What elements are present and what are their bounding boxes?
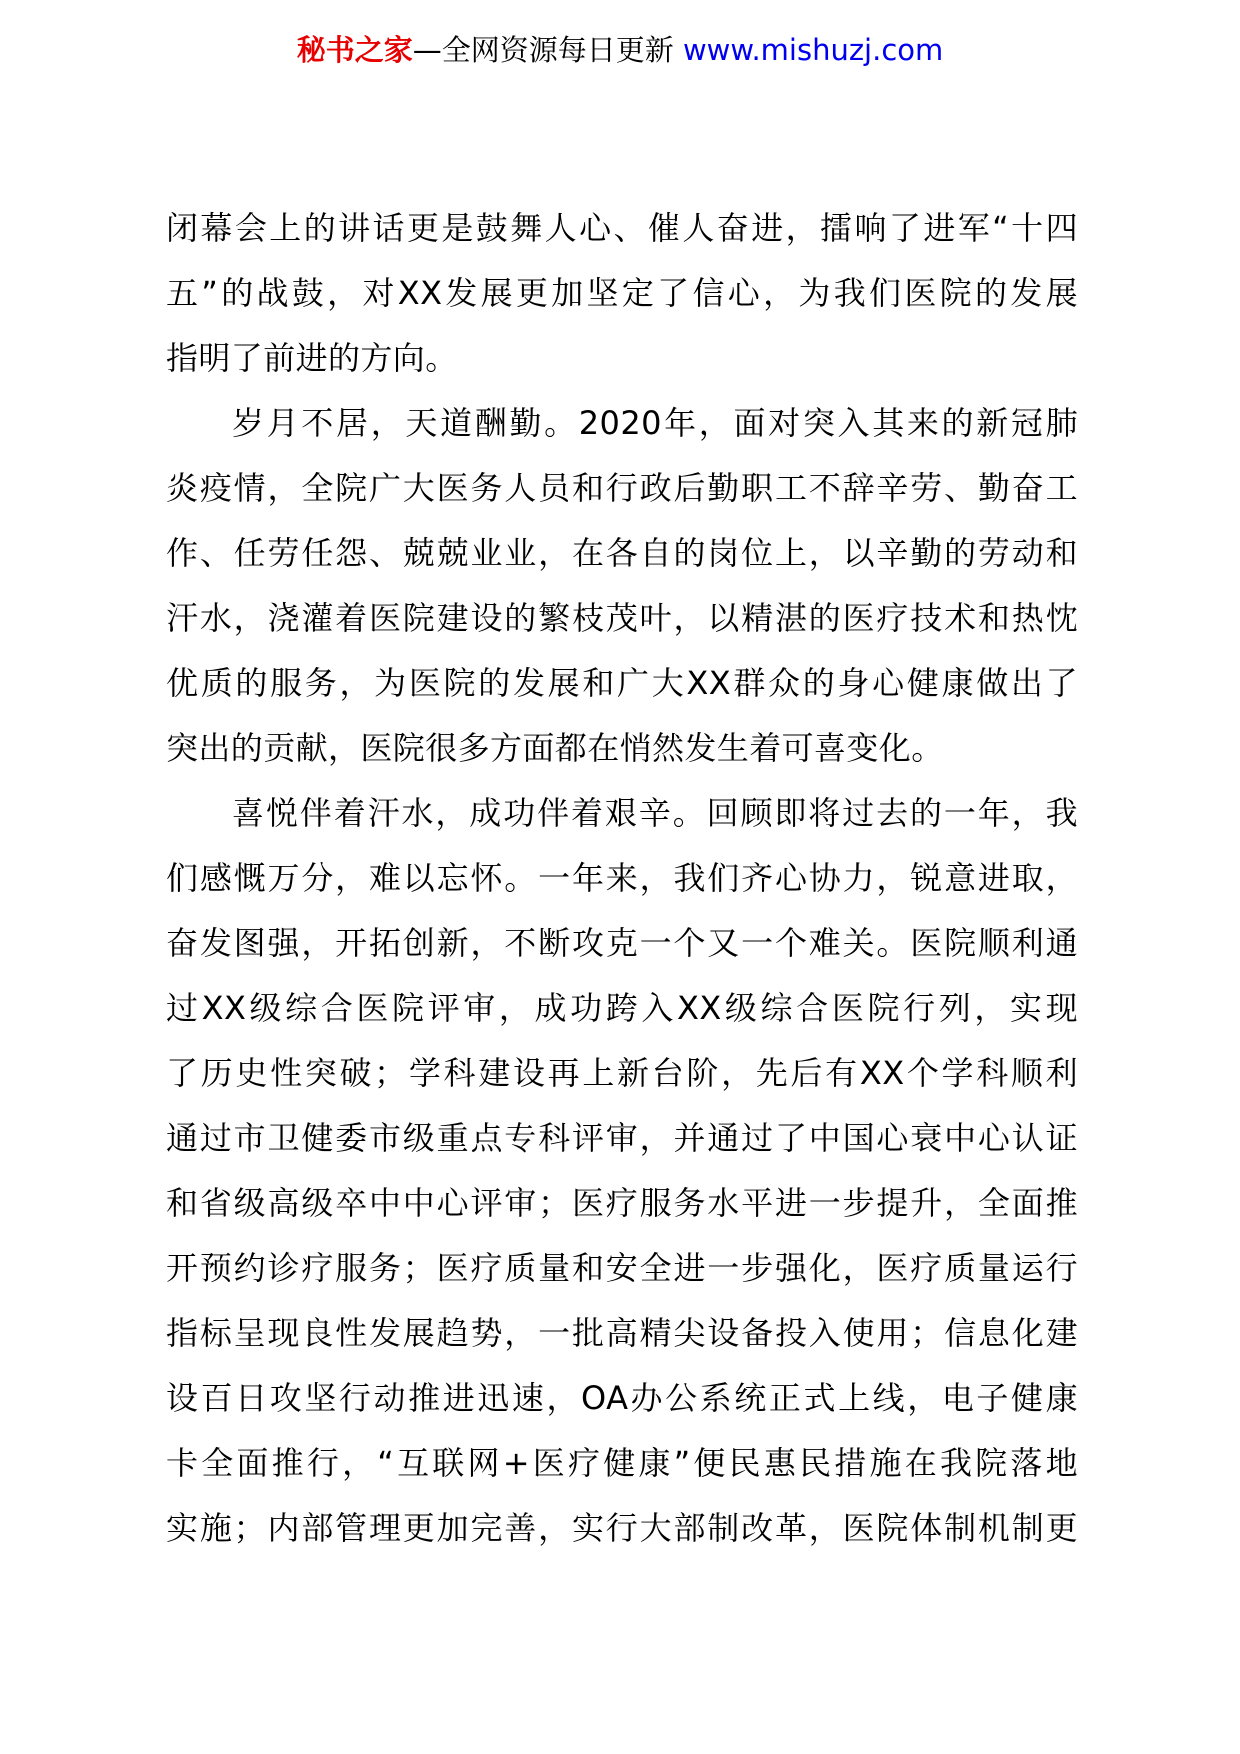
text-line: 岁月不居，天道酬勤。2020年，面对突入其来的新冠肺: [232, 404, 1078, 442]
text-line: 通过市卫健委市级重点专科评审，并通过了中国心衰中心认证: [166, 1119, 1078, 1157]
header-tagline: —全网资源每日更新: [412, 33, 674, 67]
text-line: 们感慨万分，难以忘怀。一年来，我们齐心协力，锐意进取，: [166, 859, 1078, 897]
text-line: 闭幕会上的讲话更是鼓舞人心、催人奋进，擂响了进军“十四: [166, 209, 1078, 247]
text-line: 开预约诊疗服务；医疗质量和安全进一步强化，医疗质量运行: [166, 1249, 1078, 1287]
text-line: 指明了前进的方向。: [166, 339, 458, 377]
text-line: 炎疫情，全院广大医务人员和行政后勤职工不辞辛劳、勤奋工: [166, 469, 1078, 507]
text-line: 了历史性突破；学科建设再上新台阶，先后有XX个学科顺利: [166, 1054, 1078, 1092]
text-line: 实施；内部管理更加完善，实行大部制改革，医院体制机制更: [166, 1509, 1078, 1547]
text-line: 汗水，浇灌着医院建设的繁枝茂叶，以精湛的医疗技术和热忱: [166, 599, 1078, 637]
page-header: [0, 30, 1240, 70]
text-line: 优质的服务，为医院的发展和广大XX群众的身心健康做出了: [166, 664, 1078, 702]
document-body: [166, 196, 1078, 1561]
text-line: 奋发图强，开拓创新，不断攻克一个又一个难关。医院顺利通: [166, 924, 1078, 962]
text-line: 和省级高级卒中中心评审；医疗服务水平进一步提升，全面推: [166, 1184, 1078, 1222]
text-line: 卡全面推行，“互联网+医疗健康”便民惠民措施在我院落地: [166, 1444, 1078, 1482]
text-line: 设百日攻坚行动推进迅速，OA办公系统正式上线，电子健康: [166, 1379, 1078, 1417]
text-line: 过XX级综合医院评审，成功跨入XX级综合医院行列，实现: [166, 989, 1078, 1027]
text-line: 突出的贡献，医院很多方面都在悄然发生着可喜变化。: [166, 729, 944, 767]
text-line: 喜悦伴着汗水，成功伴着艰辛。回顾即将过去的一年，我: [232, 794, 1078, 832]
text-line: 五”的战鼓，对XX发展更加坚定了信心，为我们医院的发展: [166, 274, 1078, 312]
site-url-link[interactable]: www.mishuzj.com: [682, 33, 944, 67]
brand-name: 秘书之家: [296, 33, 413, 67]
text-line: 作、任劳任怨、兢兢业业，在各自的岗位上，以辛勤的劳动和: [166, 534, 1078, 572]
text-line: 指标呈现良性发展趋势，一批高精尖设备投入使用；信息化建: [166, 1314, 1078, 1352]
